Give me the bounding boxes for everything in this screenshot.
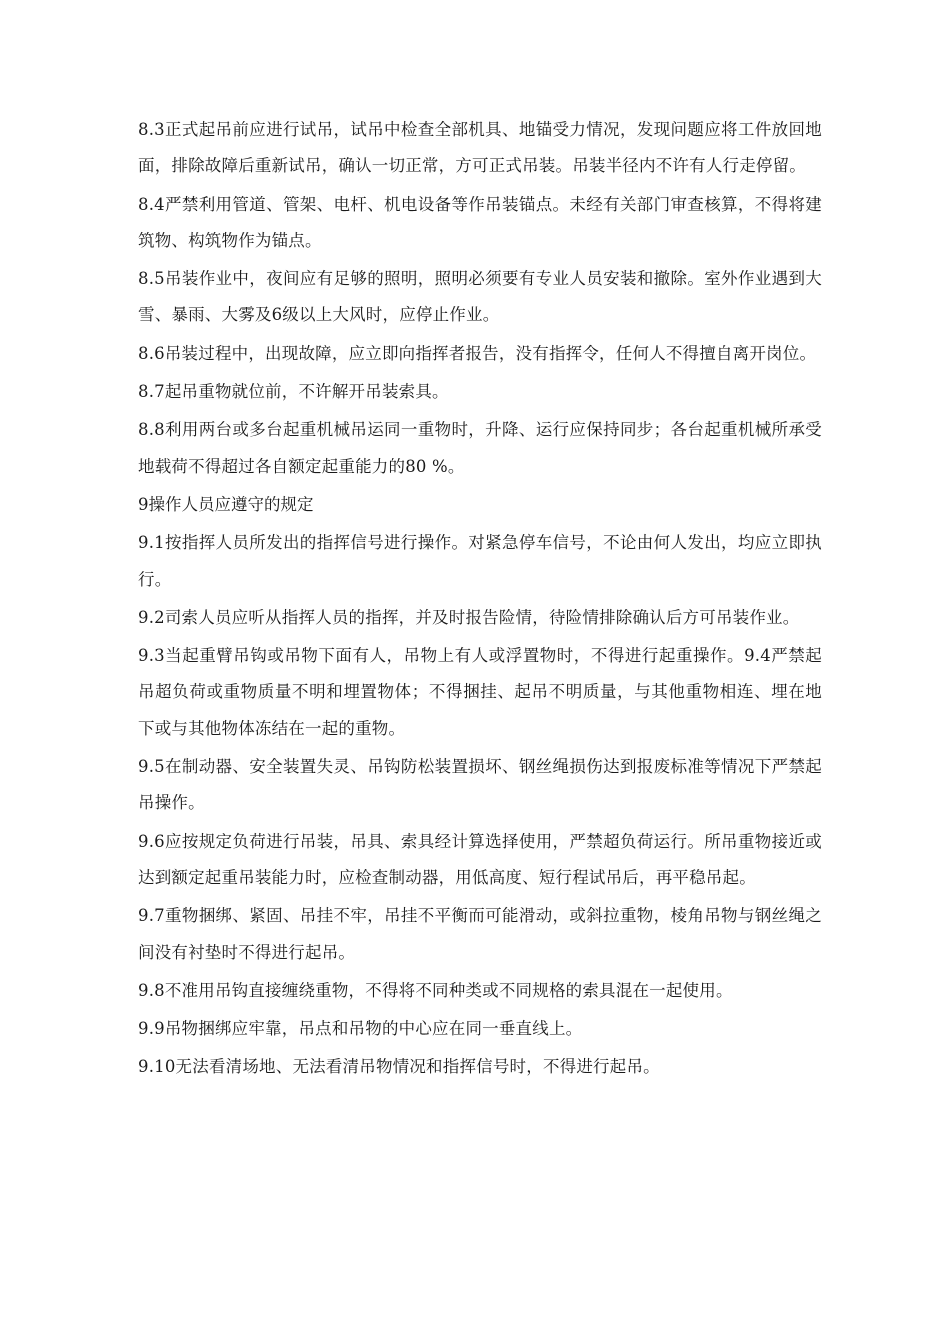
paragraph-8-7: 8.7起吊重物就位前，不许解开吊装索具。	[138, 382, 449, 402]
paragraph-9-10: 9.10无法看清场地、无法看清吊物情况和指挥信号时，不得进行起吊。	[138, 1057, 660, 1077]
paragraph-8-3: 8.3正式起吊前应进行试吊，试吊中检查全部机具、地锚受力情况，发现问题应将工件放回地面，排除故障后重新试吊，确认一切正常，方可正式吊装。吊装半径内不许有人行走停留。	[138, 120, 822, 176]
paragraph-9-6: 9.6应按规定负荷进行吊装，吊具、索具经计算选择使用，严禁超负荷运行。所吊重物接近或达到额定起重吊装能力时，应检查制动器，用低高度、短行程试吊后，再平稳吊起。	[138, 831, 822, 887]
document-body	[138, 112, 822, 1088]
paragraph-9-3-9-4: 9.3当起重臂吊钩或吊物下面有人，吊物上有人或浮置物时，不得进行起重操作。9.4严禁起吊超负荷或重物质量不明和埋置物体；不得捆挂、起吊不明质量，与其他重物相连、埋在地下或与其他物体冻结在一起的重物。	[138, 646, 822, 738]
paragraph-9-7: 9.7重物捆绑、紧固、吊挂不牢，吊挂不平衡而可能滑动，或斜拉重物，棱角吊物与钢丝绳之间没有衬垫时不得进行起吊。	[138, 906, 822, 962]
paragraph-9-8: 9.8不准用吊钩直接缠绕重物，不得将不同种类或不同规格的索具混在一起使用。	[138, 980, 733, 1000]
paragraph-9-9: 9.9吊物捆绑应牢靠，吊点和吊物的中心应在同一垂直线上。	[138, 1019, 583, 1039]
paragraph-8-4: 8.4严禁利用管道、管架、电杆、机电设备等作吊装锚点。未经有关部门审查核算，不得将建筑物、构筑物作为锚点。	[138, 194, 822, 250]
paragraph-8-6: 8.6吊装过程中，出现故障，应立即向指挥者报告，没有指挥令，任何人不得擅自离开岗位。	[138, 343, 817, 363]
paragraph-8-5: 8.5吊装作业中，夜间应有足够的照明，照明必须要有专业人员安装和撤除。室外作业遇到大雪、暴雨、大雾及6级以上大风时，应停止作业。	[138, 269, 822, 325]
section-heading-9: 9操作人员应遵守的规定	[138, 494, 314, 514]
paragraph-9-5: 9.5在制动器、安全装置失灵、吊钩防松装置损坏、钢丝绳损伤达到报废标准等情况下严禁起吊操作。	[138, 757, 822, 813]
paragraph-9-2: 9.2司索人员应听从指挥人员的指挥，并及时报告险情，待险情排除确认后方可吊装作业。	[138, 607, 800, 627]
paragraph-9-1: 9.1按指挥人员所发出的指挥信号进行操作。对紧急停车信号，不论由何人发出，均应立即执行。	[138, 533, 822, 589]
paragraph-8-8: 8.8利用两台或多台起重机械吊运同一重物时，升降、运行应保持同步；各台起重机械所承受地载荷不得超过各自额定起重能力的80 %。	[138, 420, 822, 476]
